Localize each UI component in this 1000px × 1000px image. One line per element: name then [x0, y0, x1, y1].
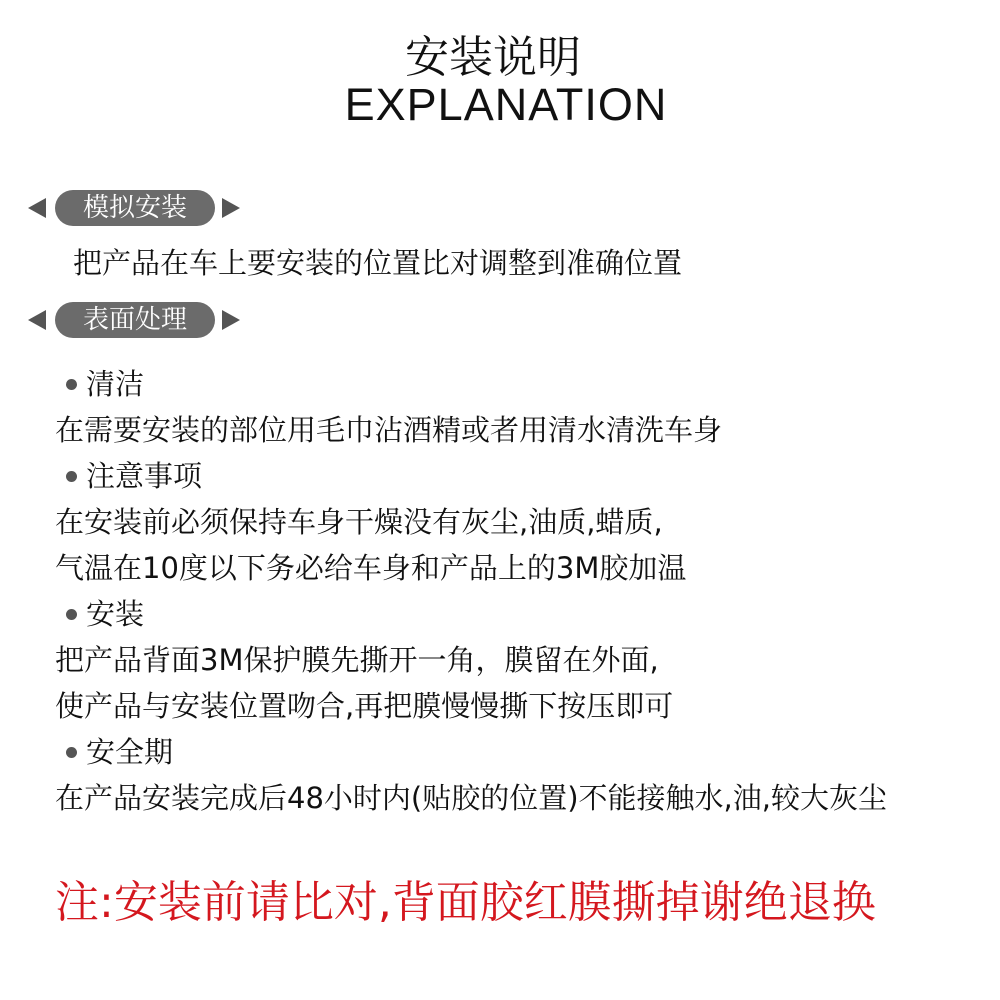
bullet-dot-icon: [66, 747, 77, 758]
section-label: 表面处理: [55, 302, 215, 338]
subsection-line: 使产品与安装位置吻合,再把膜慢慢撕下按压即可: [55, 689, 674, 723]
page-subtitle: EXPLANATION: [344, 79, 668, 130]
section-text-simulate-install: 把产品在车上要安装的位置比对调整到准确位置: [73, 246, 683, 280]
subsection-heading-text: 清洁: [86, 367, 145, 401]
bullet-dot-icon: [66, 379, 77, 390]
section-header-simulate-install: [26, 190, 246, 226]
surface-treatment-list: [55, 361, 985, 821]
bullet-dot-icon: [66, 471, 77, 482]
subsection-precautions: [55, 453, 985, 591]
subsection-line: 在需要安装的部位用毛巾沾酒精或者用清水清洗车身: [55, 413, 723, 447]
subsection-safety-period: [55, 729, 985, 821]
subsection-heading: [55, 729, 985, 775]
bullet-dot-icon: [66, 609, 77, 620]
subsection-line: 气温在10度以下务必给车身和产品上的3M胶加温: [55, 551, 687, 585]
triangle-right-icon: [222, 198, 240, 218]
section-header-surface-treatment: [26, 302, 246, 338]
triangle-right-icon: [222, 310, 240, 330]
subsection-heading: [55, 361, 985, 407]
subsection-installation: [55, 591, 985, 729]
page-title: 安装说明: [405, 32, 581, 83]
subsection-heading: [55, 591, 985, 637]
subsection-line: 在产品安装完成后48小时内(贴胶的位置)不能接触水,油,较大灰尘: [55, 781, 887, 815]
subsection-heading-text: 注意事项: [86, 459, 203, 493]
subsection-heading-text: 安装: [86, 597, 145, 631]
warning-note: 注:安装前请比对,背面胶红膜撕掉谢绝退换: [55, 877, 876, 928]
subsection-heading: [55, 453, 985, 499]
triangle-left-icon: [28, 198, 46, 218]
section-label: 模拟安装: [55, 190, 215, 226]
subsection-line: 把产品背面3M保护膜先撕开一角，膜留在外面,: [55, 643, 659, 677]
subsection-heading-text: 安全期: [86, 735, 174, 769]
triangle-left-icon: [28, 310, 46, 330]
subsection-cleaning: [55, 361, 985, 453]
subsection-line: 在安装前必须保持车身干燥没有灰尘,油质,蜡质,: [55, 505, 663, 539]
